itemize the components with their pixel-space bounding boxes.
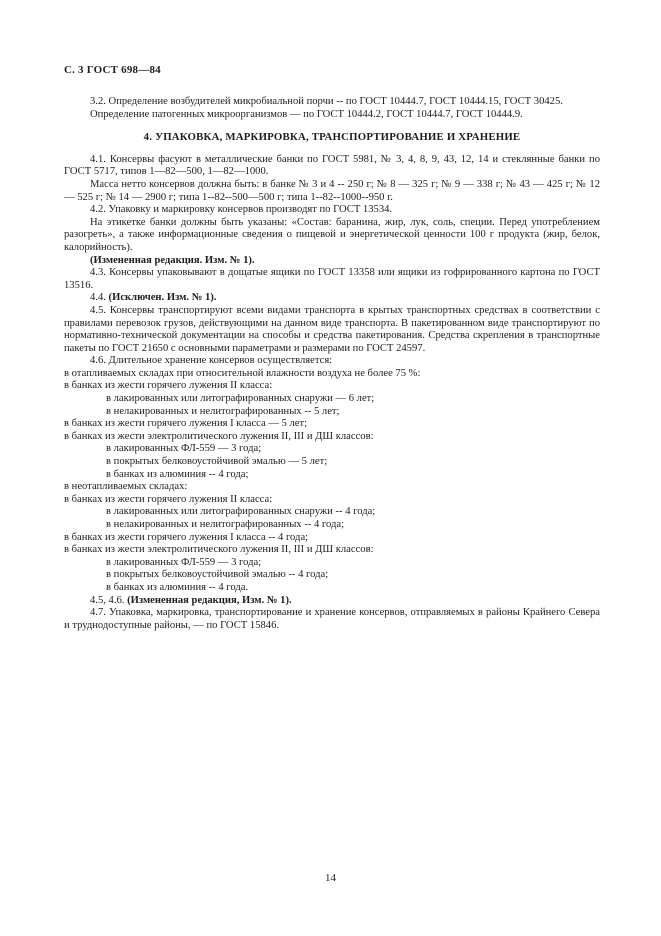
list-item: в банках из алюминия -- 4 года. — [106, 581, 249, 593]
paragraph-4-1: 4.1. Консервы фасуют в металлические банки по ГОСТ 5981, № 3, 4, 8, 9, 43, 12, 14 и стеклянные банки по ГОСТ 5717, типов 1—82—500, 1—82—1000. — [64, 153, 600, 178]
document-body — [64, 96, 600, 632]
amendment-note: (Измененная редакция. Изм. № 1). — [90, 254, 255, 266]
paragraph-4-2: 4.2. Упаковку и маркировку консервов производят по ГОСТ 13534. — [90, 204, 393, 216]
page-number: 14 — [325, 872, 336, 884]
paragraph-4-7: 4.7. Упаковка, маркировка, транспортирование и хранение консервов, отправляемых в районы Крайнего Севера и труднодоступные районы, — по ГОСТ 15846. — [64, 607, 600, 631]
paragraph-4-2-label: На этикетке банки должны быть указаны: «Состав: баранина, жир, лук, соль, специи. Перед употреблением разогреть», а также информационные сведения о пищевой и энергетической ценности 100 г продукта (жир, белок, калорийность). — [64, 216, 600, 253]
paragraph-3-2: 3.2. Определение возбудителей микробиальной порчи -- по ГОСТ 10444.7, ГОСТ 10444.15, ГОСТ 30425. — [90, 96, 563, 107]
paragraph-4-6: 4.6. Длительное хранение консервов осуществляется: — [90, 355, 333, 367]
paragraph-4-5: 4.5. Консервы транспортируют всеми видами транспорта в крытых транспортных средствах в соответствии с правилами перевозок грузов, действующими на данном виде транспорта. В пакетированном виде транспортируют по нормативно-технической документации на способы и средства пакетирования. Средства скрепления в транспортные пакеты по ГОСТ 21650 с основными параметрами и размерами по ГОСТ 24597. — [64, 304, 600, 354]
paragraph-4-3: 4.3. Консервы упаковывают в дощатые ящики по ГОСТ 13358 или ящики из гофрированного картона по ГОСТ 13516. — [64, 267, 600, 291]
paragraph-4-4-number: 4.4. — [90, 292, 109, 304]
paragraph-4-4 — [64, 292, 600, 305]
list-item: в банках из жести электролитического лужения II, III и ДШ классов: — [64, 430, 374, 442]
paragraph-4-4-excluded: (Исключен. Изм. № 1). — [108, 292, 217, 304]
running-header: С. 3 ГОСТ 698—84 — [64, 64, 161, 76]
paragraph-4-5-4-6-amendment — [64, 595, 600, 608]
list-item: в лакированных или литографированных снаружи -- 4 года; — [106, 506, 376, 518]
amendment-note: (Измененная редакция, Изм. № 1). — [127, 594, 292, 606]
list-item: в банках из жести горячего лужения II класса: — [64, 380, 273, 392]
section-title: 4. УПАКОВКА, МАРКИРОВКА, ТРАНСПОРТИРОВАНИЕ И ХРАНЕНИЕ — [143, 131, 521, 144]
list-item: в лакированных ФЛ-559 — 3 года; — [106, 443, 262, 455]
list-item: в нелакированных и нелитографированных -- 5 лет; — [106, 405, 340, 417]
list-item: в покрытых белковоустойчивой эмалью -- 4 года; — [106, 569, 329, 581]
list-item: в лакированных ФЛ-559 — 3 года; — [106, 556, 262, 568]
list-item: в банках из жести горячего лужения I класса -- 4 года; — [64, 531, 309, 543]
list-item: в нелакированных и нелитографированных -- 4 года; — [106, 519, 345, 530]
list-item: в лакированных или литографированных снаружи — 6 лет; — [106, 393, 375, 405]
list-item: в банках из жести электролитического лужения II, III и ДШ классов: — [64, 544, 374, 556]
list-item: в банках из жести горячего лужения II класса: — [64, 493, 273, 505]
list-item: в покрытых белковоустойчивой эмалью — 5 лет; — [106, 456, 328, 468]
paragraph-4-1-net-mass: Масса нетто консервов должна быть: в банке № 3 и 4 -- 250 г; № 8 — 325 г; № 9 — 338 г; № 43 — 425 г; № 12 — 525 г; № 14 — 2900 г; типа 1--82--500—500 г; типа 1--82--1000--950 г. — [64, 178, 600, 203]
list-item: в банках из жести горячего лужения I класса — 5 лет; — [64, 418, 308, 430]
list-item: в отапливаемых складах при относительной влажности воздуха не более 75 %: — [64, 367, 421, 379]
list-item: в неотапливаемых складах: — [64, 481, 188, 493]
amendment-number: 4.5, 4.6. — [90, 594, 128, 606]
paragraph-3-2-pathogens: Определение патогенных микроорганизмов — по ГОСТ 10444.2, ГОСТ 10444.7, ГОСТ 10444.9. — [90, 108, 523, 120]
list-item: в банках из алюминия -- 4 года; — [106, 468, 249, 480]
